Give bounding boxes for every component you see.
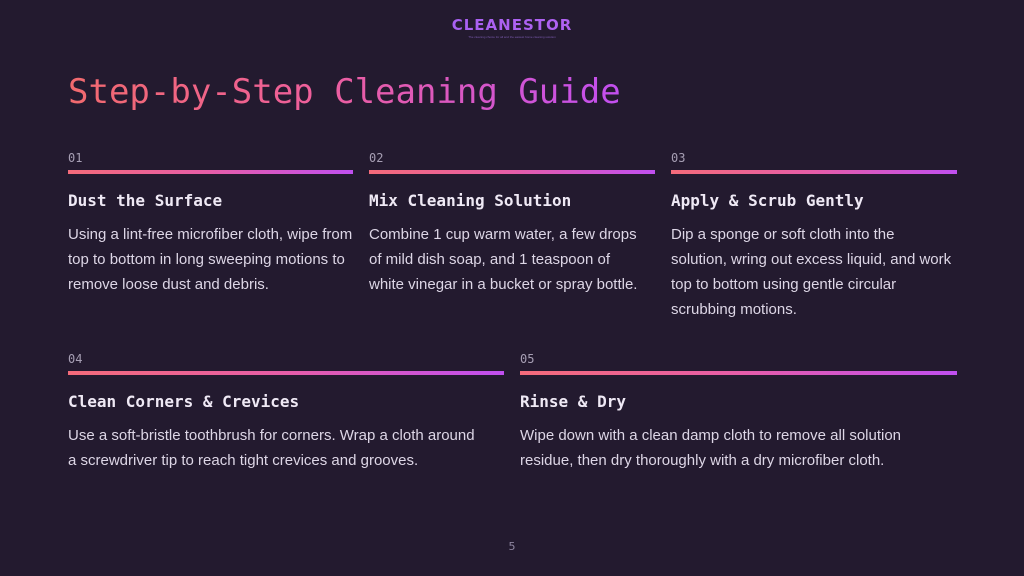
step-card-5 xyxy=(520,351,957,473)
brand-logo xyxy=(0,16,1024,39)
step-card-2 xyxy=(369,150,655,297)
step-description: Dip a sponge or soft cloth into the solution, wring out excess liquid, and work top to bottom using gentle circular scrubbing motions. xyxy=(671,226,952,318)
step-description: Combine 1 cup warm water, a few drops of mild dish soap, and 1 teaspoon of white vinegar in a bucket or spray bottle. xyxy=(369,226,638,293)
brand-name: CLEANESTOR xyxy=(0,16,1024,34)
step-card-4 xyxy=(68,351,504,473)
step-divider xyxy=(671,170,957,174)
step-number: 04 xyxy=(68,352,83,366)
page-number: 5 xyxy=(508,540,516,553)
step-title: Rinse & Dry xyxy=(520,392,626,411)
step-title: Dust the Surface xyxy=(68,191,223,210)
step-divider xyxy=(68,371,504,375)
step-number: 02 xyxy=(369,151,384,165)
step-divider xyxy=(369,170,655,174)
slide-title: Step-by-Step Cleaning Guide xyxy=(68,72,621,112)
step-number: 05 xyxy=(520,352,535,366)
step-card-3 xyxy=(671,150,957,322)
step-number: 03 xyxy=(671,151,686,165)
brand-tagline: The cleaning choice for all and the easiest home cleaning solution xyxy=(468,35,556,39)
step-title: Apply & Scrub Gently xyxy=(671,191,864,210)
step-description: Wipe down with a clean damp cloth to remove all solution residue, then dry thoroughly with a dry microfiber cloth. xyxy=(520,427,902,469)
step-divider xyxy=(68,170,353,174)
step-title: Clean Corners & Crevices xyxy=(68,392,300,411)
step-number: 01 xyxy=(68,151,83,165)
step-divider xyxy=(520,371,957,375)
step-description: Using a lint-free microfiber cloth, wipe from top to bottom in long sweeping motions to remove loose dust and debris. xyxy=(68,226,353,293)
step-description: Use a soft-bristle toothbrush for corners. Wrap a cloth around a screwdriver tip to reach tight crevices and grooves. xyxy=(68,427,475,469)
step-title: Mix Cleaning Solution xyxy=(369,191,572,210)
step-card-1 xyxy=(68,150,353,297)
